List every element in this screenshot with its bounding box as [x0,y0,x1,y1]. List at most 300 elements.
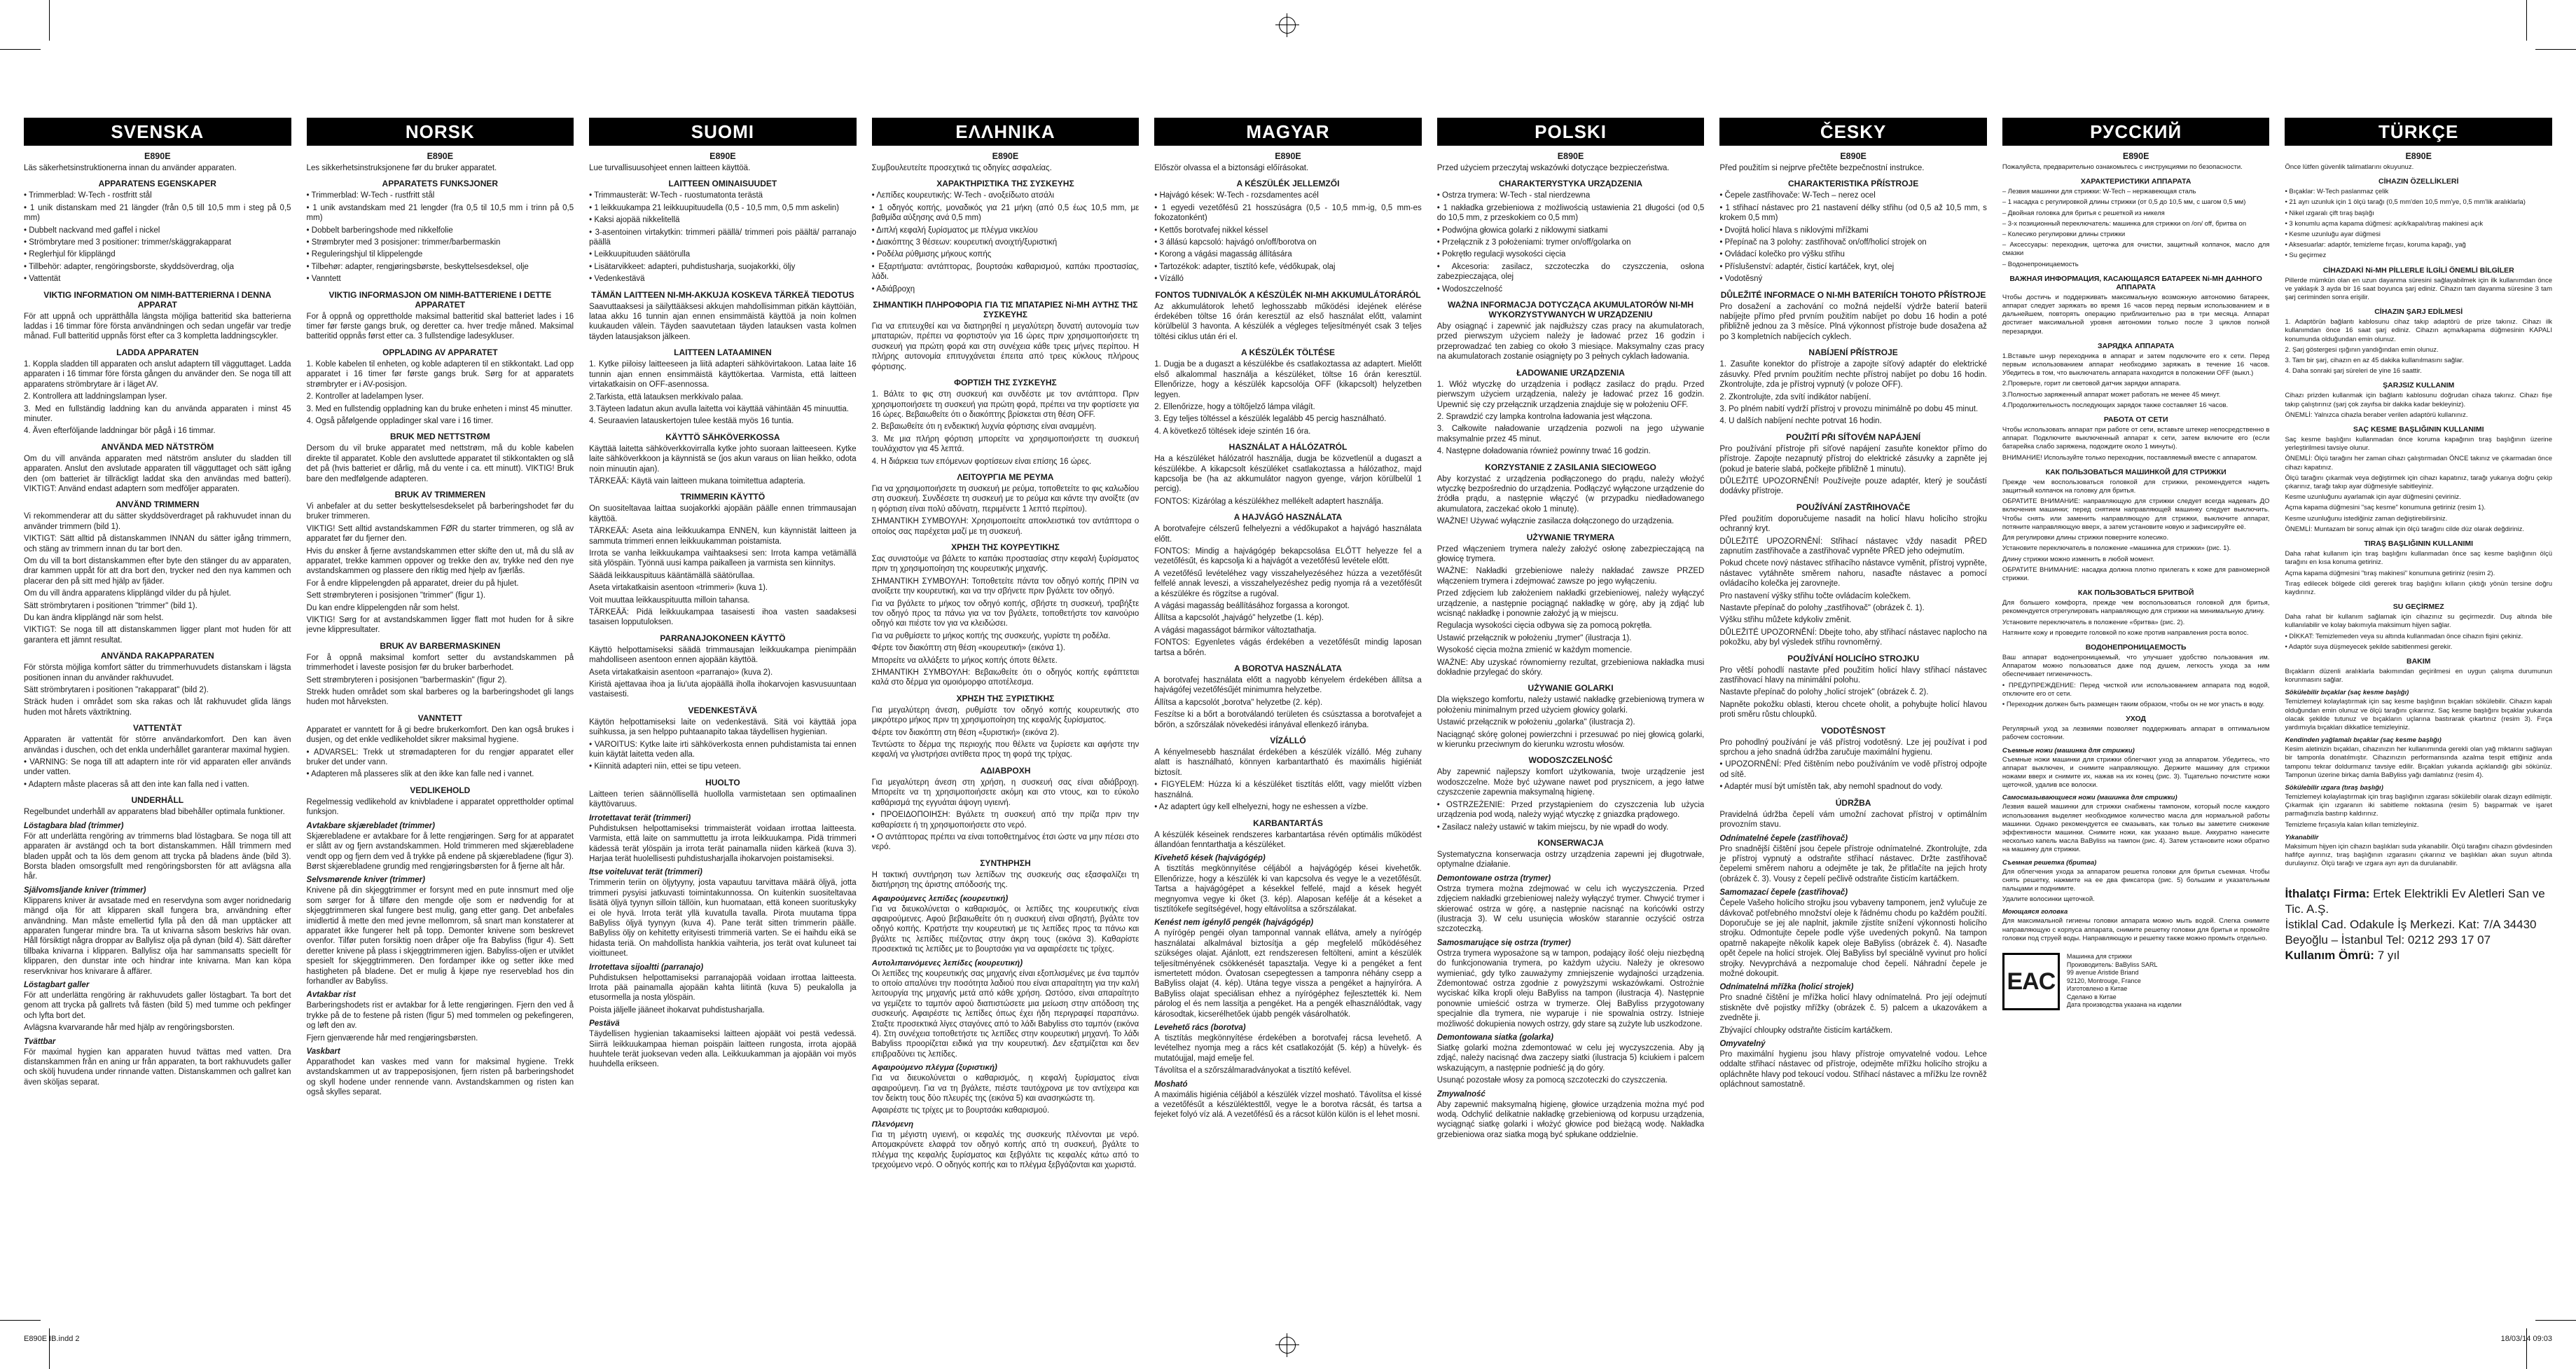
paragraph: Aseta virtakatkaisin asentoon «parranajo» (kuva 2). [589,668,773,677]
paragraph: Açma kapama düğmesini "saç kesme" konumuna getiriniz (resim 1). [2285,504,2486,512]
paragraph: Για τη μέγιστη υγιεινή, οι κεφαλές της συσκευής πλένονται με νερό. Απομακρύνετε ελαφρά τον οδηγό κοπής από τη συσκευή, βγάλτε το πλέγμα της κεφαλής ξυρίσματος και ξεβγάλτε τις κεφαλές κάτω από το τρεχούμενο νερό. Ο οδηγός κοπής και το πλέγμα ξεβγάζονται και χωριστά. [871,1130,1140,1170]
paragraph: • Dvojitá holicí hlava s niklovými mřížkami [1719,226,1869,235]
section-heading: ЗАРЯДКА АППАРАТА [2097,341,2175,350]
intro-text: Przed użyciem przeczytaj wskazówki dotyczące bezpieczeństwa. [1436,164,1670,172]
paragraph: • Kiinnitä adapteri niin, ettei se tipu veteen. [589,762,742,771]
paragraph: Knivene på din skjeggtrimmer er forsynt med en pute innsmurt med olje som sørger for å tilføre den mengde olje som er nødvendig for at skjeggtrimmeren skal fungere best mulig, gang etter gang. Det anbefales imidlertid å mette den med jevne mellomrom, så snart man konstaterer at apparatet ikke fungerer helt på topp. Demonter knivene som beskrevet ovenfor. Tilfør puten forsiktig noen dråper olje fra Babyliss (figur 4). Sett deretter knivene på plass i skjeggtrimmeren igjen. Babyliss-oljen er utviklet spesielt for skjeggtrimmeren. Den fordamper ikke og setter ikke med hastigheten på bladene. Det er mulig å kjøpe nye reserveblad hos din forhandler av Babyliss. [306,886,574,986]
section-heading: КАК ПОЛЬЗОВАТЬСЯ БРИТВОЙ [2077,589,2194,598]
paragraph: A vezetőfésű levételéhez vagy visszahelyezéséhez húzza a vezetőfésűt felfelé annak leveszi, a visszahelyezéshez pedig nyomja rá a vezetőfésűt a készülékre és rögzítse a rugóval. [1154,569,1422,598]
subsection-heading: Kivehető kések (hajvágógép) [1154,854,1266,863]
subsection-heading: Αφαιρούμενο πλέγμα (ξυριστική) [871,1064,997,1073]
paragraph: 2. Kontrollera att laddningslampan lyser. [24,392,167,401]
crop-mark [2535,1320,2576,1321]
paragraph: Naciągnąć skórę golonej powierzchni i przesuwać po niej głowicą golarki, w kierunku przeciwnym do kierunku wzrostu włosów. [1436,730,1705,750]
paragraph: • Strömbrytare med 3 positioner: trimmer/skäggrakapparat [24,238,232,247]
paragraph: • Przełącznik z 3 położeniami: trymer on/off/golarka on [1436,238,1631,247]
subsection-heading: Demontowane ostrza (trymer) [1436,874,1551,883]
paragraph: Regulacja wysokości cięcia odbywa się za pomocą pokrętła. [1436,621,1652,631]
section-heading: BRUK MED NETTSTRØM [389,432,490,442]
paragraph: Käyttö helpottamiseksi säädä trimmausajan leikkuukampa pienimpään mahdolliseen asentoon ennen ajopään käyttöä. [589,645,857,665]
paragraph: 4. Daha sonraki şarj süreleri de yine 16 saattir. [2285,367,2422,376]
paragraph: • ПРЕДУПРЕЖДЕНИЕ: Перед чисткой или использованием аппарата под водой, отключите его от сети. [2002,681,2270,698]
paragraph: • Vízálló [1154,275,1184,284]
paragraph: • FIGYELEM: Húzza ki a készüléket tisztítás előtt, vagy mielőtt vízben használná. [1154,780,1422,799]
section-heading: ВОДОНЕПРОНИЦАЕМОСТЬ [2085,642,2187,652]
paragraph: • Adaptern måste placeras så att den inte kan falla ned i vatten. [24,780,249,789]
paragraph: A kényelmesebb használat érdekében a készülék vízálló. Még zuhany alatt is használható, könnyen karbantartható és maximális higiéniát biztosít. [1154,748,1422,777]
paragraph: • Переходник должен быть размещен таким образом, чтобы он не мог упасть в воду. [2002,700,2265,708]
paragraph: Käyttää laitetta sähköverkkovirralla kytke johto suoraan laitteeseen. Kytke laite sähköverkkoon ja käynnistä se (jos akun varaus on liian heikko, odota noin minuutin ajan). [589,444,857,474]
paragraph: • Pokrętło regulacji wysokości cięcia [1436,250,1566,259]
paragraph: Trimmerin teriin on öljytyyny, josta vapautuu tarvittava määrä öljyä, jotta trimmeri pysyisi jatkuvasti toimintakunnossa. On kuitenkin suositeltavaa lisätä öljyä tyynyn silloin tällöin, kun huomataan, että koneen suorituskyky ei ole hyvä. Irrota terät yllä kuvatulla tavalla. Pirota muutama tippa BaByliss öljyä tyynyyn (kuva 4). Pane terät sitten trimmerin päälle. BaByliss öljy on kehitetty erityisesti trimmeriä varten. Se ei haihdu eikä se hidasta teriä. On mahdollista hankkia vaihteria, jos terät ovat kuluneet tai vioittuneet. [589,879,857,958]
paragraph: Poista jäljelle jääneet ihokarvat puhdistusharjalla. [589,1005,765,1014]
paragraph: • Akcesoria: zasilacz, szczoteczka do czyszczenia, osłona zabezpieczająca, olej [1436,262,1705,282]
language-columns [24,118,2552,1302]
paragraph: • Λεπίδες κουρευτικής: W-Tech - ανοξείδωτο ατσάλι [871,191,1055,200]
paragraph: 2. Şarj göstergesi ışığının yandığından emin olunuz. [2285,345,2439,354]
paragraph: Käytön helpottamiseksi laite on vedenkestävä. Sitä voi käyttää jopa suihkussa, ja sen helppo puhtaanapito takaa täydellisen hygienian. [589,717,857,737]
section-heading: ΧΡΗΣΗ ΤΗΣ ΚΟΥΡΕΥΤΙΚΗΣ [951,542,1060,552]
paragraph: 1. Koble kabelen til enheten, og koble adapteren til en stikkontakt. Lad opp apparatet i 16 timer før første gangs bruk. Sørg for at apparatets strømbryter er i AV-posisjon. [306,359,574,389]
paragraph: Kesme uzunluğunu istediğiniz zaman değiştirebilirsiniz. [2285,514,2448,523]
paragraph: 3. Egy teljes töltéssel a készülék legalább 45 percig használható. [1154,415,1387,424]
paragraph: • Διπλή κεφαλή ξυρίσματος με πλέγμα νικελίου [871,226,1038,235]
paragraph: • 1 střihací nástavec pro 21 nastavení délky střihu (od 0,5 až 10,5 mm, s krokem 0,5 mm) [1719,203,1987,223]
language-header: РУССКИЙ [2002,118,2270,146]
section-heading: DŮLEŽITÉ INFORMACE O NI-MH BATERIÍCH TOHOTO PŘÍSTROJE [1720,289,1986,300]
paragraph: Για να ρυθμίσετε το μήκος κοπής της συσκευής, γυρίστε τη ροδέλα. [871,631,1111,640]
subsection-heading: Съемная решетка (бритва) [2002,858,2097,867]
crop-mark [2535,49,2576,50]
paragraph: • Adaptér musí být umístěn tak, aby nemohl spadnout do vody. [1719,783,1943,792]
paragraph: Usunąć pozostałe włosy za pomocą szczoteczki do czyszczenia. [1436,1076,1668,1085]
paragraph: • Dubbelt nackvand med gaffel i nickel [24,226,160,235]
paragraph: • Tilbehør: adapter, rengjøringsbørste, beskyttelsesdeksel, olje [306,262,529,271]
section-heading: VIKTIG INFORMASJON OM NIMH-BATTERIENE I DETTE APPARATET [328,289,552,310]
paragraph: Przed włączeniem trymera należy założyć osłonę zabezpieczającą na głowicę trymera. [1436,544,1705,563]
paragraph: A borotvafej használata előtt a nagyobb kényelem érdekében állítsa a hajvágófej vezetőfésűjét minimumra helyzetbe. [1154,676,1422,695]
section-heading: VEDLIKEHOLD [410,785,471,795]
intro-text: Önce lütfen güvenlik talimatlarını okuyunuz. [2285,163,2414,171]
paragraph: Laitteen terien säännöllisellä huollolla varmistetaan sen optimaalinen käyttövaruus. [589,790,857,809]
subsection-heading: Съемные ножи (машинка для стрижки) [2002,746,2135,755]
language-column [1154,118,1422,1302]
paragraph: Állítsa a kapcsolót „hajvágó" helyzetbe (1. kép). [1154,614,1324,623]
paragraph: For å endre klippelengden på apparatet, dreier du på hjulet. [306,579,519,588]
paragraph: Чтобы достичь и поддерживать максимальную возможную автономию батареек, аппарат следует заряжать во время 16 часов перед первым использованием и в дальнейшем, повторять операцию приблизительно раз в три месяца. Аппарат достигает максимальной уровня автономии только после 3 циклов полной перезарядки. [2002,293,2270,336]
importer-company: Ertek Elektrikli Ev Aletleri San ve Tic. A.Ş. [2285,887,2545,916]
paragraph: • Příslušenství: adaptér, čisticí kartáček, kryt, olej [1719,262,1895,271]
eac-info-line: Дата производства указана на изделии [2066,1001,2182,1008]
section-heading: ΣΥΝΤΗΡΗΣΗ [980,858,1031,868]
section-heading: BAKIM [2407,656,2431,666]
paragraph: • 1 leikkuukampa 21 leikkuupituudella (0,5 - 10,5 mm, 0,5 mm askelin) [589,203,839,212]
section-heading: A HAJVÁGÓ HASZNÁLATA [1233,512,1343,523]
eac-info [2067,953,2182,1010]
paragraph: 3. Tam bir şarj, cihazın en az 45 dakika kullanılmasını sağlar. [2285,357,2464,365]
section-heading: VÍZÁLLÓ [1270,736,1306,746]
paragraph: • Vanntett [306,275,341,284]
section-heading: APPARATENS EGENSKAPER [98,179,216,189]
paragraph: Sett strømbryteren i posisjonen "barbermaskin" (figur 2). [306,675,507,684]
paragraph: Strekk huden området som skal barberes og la barberingshodet gli langs huden mot hårveksten. [306,688,574,707]
paragraph: Pokud chcete nový nástavec střihacího nástavce vyměnit, přístroj vypněte, nástavec vytáhněte směrem nahoru, nasaďte nástavec a pomocí ovládacího kolečka jej zarovnejte. [1719,559,1987,589]
paragraph: • Εξαρτήματα: αντάπτορας, βουρτσάκι καθαρισμού, καπάκι προστασίας, λάδι. [871,262,1140,282]
section-heading: UŻYWANIE TRYMERA [1526,532,1615,542]
paragraph: A készülék késeinek rendszeres karbantartása révén optimális működést állandóan fenntarthatja a készüléket. [1154,830,1422,849]
paragraph: • 21 ayrı uzunluk için 1 ölçü tarağı (0,5 mm'den 10,5 mm'ye, 0,5 mm'lik aralıklarla) [2285,198,2526,207]
section-heading: ΑΔΙΑΒΡΟΧΗ [980,765,1031,776]
section-heading: BRUK AV BARBERMASKINEN [380,640,501,651]
paragraph: ΣΗΜΑΝΤΙΚΗ ΣΥΜΒΟΥΛΗ: Χρησιμοποιείτε αποκλειστικά τον αντάπτορα ο οποίος σας παρέχεται μαζί με τη συσκευή. [871,517,1140,536]
section-heading: VODOTĚSNOST [1821,725,1886,736]
subsection-heading: Odnímatelná mřížka (holicí strojek) [1719,983,1854,992]
paragraph: Dla większego komfortu, należy ustawić nakładkę grzebieniową trymera w położeniu minimalnym przed użyciem głowicy golarki. [1436,696,1705,715]
section-heading: ΛΕΙΤΟΥΡΓΙΑ ΜΕ ΡΕΥΜΑ [957,472,1054,482]
section-heading: KÄYTTÖ SÄHKÖVERKOSSA [665,432,780,442]
paragraph: 3.Täyteen ladatun akun avulla laitetta voi käyttää vähintään 45 minuuttia. [589,404,849,413]
subsection-heading: Vaskbart [306,1047,340,1056]
paragraph: • Nikel ızgaralı çift tıraş başlığı [2285,209,2374,217]
paragraph: Удалите волосинки щеточкой. [2002,895,2095,904]
section-heading: CİHAZDAKİ Ni-MH PİLLERLE İLGİLİ ÖNEMLİ BİLGİLER [2322,266,2514,275]
paragraph: • 1 unik distanskam med 21 längder (från 0,5 till 10,5 mm i steg på 0,5 mm) [24,203,291,223]
section-heading: FONTOS TUDNIVALÓK A KÉSZÜLÉK NI-MH AKKUMULÁTORÁRÓL [1155,289,1421,300]
paragraph: 3.Полностью заряженный аппарат может работать не менее 45 минут. [2002,390,2221,399]
paragraph: Állítsa a kapcsolót „borotva" helyzetbe (2. kép). [1154,698,1323,707]
subsection-heading: Itse voiteluvat terät (trimmeri) [589,868,702,877]
subsection-heading: Zmywalność [1436,1089,1486,1099]
paragraph: • Ostrza trymera: W-Tech - stal nierdzewna [1436,191,1591,200]
paragraph: Длину стрижки можно изменить в любой момент. [2002,555,2154,563]
paragraph: ÖNEMLİ: Yalnızca cihazla beraber verilen adaptörü kullanınız. [2285,411,2468,419]
paragraph: 4. Også påfølgende oppladinger skal vare i 16 timer. [306,416,494,425]
language-header: NORSK [307,118,574,146]
paragraph: • Podwójna głowica golarki z niklowymi siatkami [1436,226,1608,235]
paragraph: For å oppnå og opprettholde maksimal batteritid skal batteriet lades i 16 timer før første gangs bruk, og deretter ca. hver tredje måned. Maksimal batteritid oppnås først etter ca. 3 fullstendige ladesykluser. [306,312,574,341]
subsection-heading: Yıkanabilir [2285,833,2319,841]
life-label: Kullanım Ömrü: [2285,949,2374,963]
paragraph: Barberingshodets rist er avtakbar for å lette rengjøringen. Fjern den ved å trykke på de to festene på risten (figur 5) med tommelen og pekefingeren, og løft den av. [306,1001,574,1031]
paragraph: 4.Продолжительность последующих зарядок также составляет 16 часов. [2002,401,2229,409]
paragraph: Před použitím doporučujeme nasadit na holicí hlavu holicího strojku ochranný kryt. [1719,514,1987,534]
model-number: E890E [2122,151,2149,161]
model-number: E890E [1840,151,1867,161]
subsection-heading: Avtakbar rist [306,991,356,1000]
paragraph: Для максимальной гигиены головки аппарата можно мыть водой. Слегка снимите направляющую с корпуса аппарата, снимите решетку головки для бритья и промойте головки под струей воды. Направляющую и решетку также можно промыть отдельно. [2002,917,2270,942]
section-heading: CİHAZIN ŞARJ EDİLMESİ [2374,308,2463,317]
subsection-heading: Löstagbart galler [24,980,90,989]
paragraph: Φέρτε τον διακόπτη στη θέση «ξυριστική» (εικόνα 2). [871,728,1060,737]
paragraph: Feszítse ki a bőrt a borotválandó területen és csúsztassa a borotvafejet a bőrön, a szőrszálak növekedési irányával ellenkező irányba. [1154,710,1422,729]
paragraph: • ADVARSEL: Trekk ut strømadapteren for du rengjør apparatet eller bruker det under vann. [306,748,574,767]
paragraph: Du kan ändra klipplängd när som helst. [24,614,164,622]
paragraph: 2. Βεβαιωθείτε ότι η ενδεικτική λυχνία φόρτισης είναι αναμμένη. [871,422,1097,432]
language-column [2285,118,2552,1302]
paragraph: 1. Kytke piiloisy laitteeseen ja liitä adapteri sähkövirtakoon. Lataa laite 16 tunnin ajan ennen ensimmäistä käyttökertaa. Varmista, että laitteen virtakatkaisin on OFF-asennossa. [589,360,857,390]
paragraph: 2. Sprawdzić czy lampka kontrolna ładowania jest włączona. [1436,412,1653,421]
paragraph: Napněte pokožku oblasti, kterou chcete oholit, a pohybujte holicí hlavou proti směru růstu chloupků. [1719,700,1987,720]
language-header: SUOMI [589,118,857,146]
subsection-heading: Самосмазывающиеся ножи (машинка для стрижки) [2002,794,2177,802]
paragraph: TÄRKEÄÄ: Pidä leikkuukampaa tasaisesti ihoa vasten saadaksesi tasaisen lopputuloksen. [589,608,857,627]
paragraph: Pro maximální hygienu jsou hlavy přístroje omyvatelné vodou. Lehce oddalte střihací nástavec od přístroje, odejměte mřížku holicího strojku a opláchněte hlavy pod tekoucí vodou. Střihací nástavec a mřížku lze rovněž opláchnout samostatně. [1719,1050,1987,1089]
paragraph: Pro snadné čištění je mřížka holicí hlavy odnímatelná. Pro její odejmutí stiskněte dvě pojistky mřížky (obrázek č. 5) palcem a ukazovákem a zvedněte ji. [1719,993,1987,1023]
language-column [2002,118,2270,1302]
paragraph: ΣΗΜΑΝΤΙΚΗ ΣΥΜΒΟΥΛΗ: Βεβαιωθείτε ότι ο οδηγός κοπής εφάπτεται καλά στο δέρμα για ομοιόμορφο αποτέλεσμα. [871,668,1140,687]
paragraph: ÖNEMLİ: Ölçü tarağını her zaman cihazı çalıştırmadan ÖNCE takınız ve çıkarmadan önce cihazı kapatınız. [2285,455,2552,472]
section-heading: UNDERHÅLL [131,795,184,806]
paragraph: VIKTIG! Sørg for at avstandskammen ligger flatt mot huden for å sikre jevne klippresultater. [306,616,574,635]
paragraph: – 3-х позиционный переключатель: машинка для стрижки on /on/ off, бритва on [2002,219,2247,228]
paragraph: • Su geçirmez [2285,252,2327,260]
paragraph: Ustawić przełącznik w położeniu „trymer" (ilustracja 1). [1436,633,1632,642]
section-heading: HUOLTO [705,777,740,787]
paragraph: 4. Następne doładowania również powinny trwać 16 godzin. [1436,447,1651,456]
language-column [589,118,857,1302]
paragraph: 1. Włóż wtyczkę do urządzenia i podłącz zasilacz do prądu. Przed pierwszym użyciem urządzenia, należy je ładować przez 16 godzin. Upewnić się czy przełącznik urządzenia znajduje się w położeniu OFF. [1436,380,1705,409]
paragraph: – Водонепроницаемость [2002,260,2079,268]
intro-text: Συμβουλευτείτε προσεχτικά τις οδηγίες ασφαλείας. [871,164,1052,172]
paragraph: Távolítsa el a szőrszálmaradványokat a tisztító kefével. [1154,1066,1352,1075]
paragraph: 3. Med en fullstendig oppladning kan du bruke enheten i minst 45 minutter. [306,404,573,413]
paragraph: • Kettős borotvafej nikkel késsel [1154,226,1268,235]
paragraph: A borotvafejre célszerű felhelyezni a védőkupakot a hajvágó használata előtt. [1154,525,1422,544]
paragraph: • Tillbehör: adapter, rengöringsborste, skyddsöverdrag, olja [24,262,234,271]
paragraph: 4. U dalších nabíjení nechte potrvat 16 hodin. [1719,417,1882,426]
paragraph: För att uppnå och upprätthålla längsta möjliga batteritid ska batterierna laddas i 16 timmar före första användningen och sedan ungefär var tredje månad. Full batteritid uppnås först efter ca 3 kompletta laddningscykler. [24,312,291,341]
language-header: ČESKY [1719,118,1987,146]
paragraph: Лезвия вашей машинки для стрижки снабжены тампоном, который после каждого использования выделяет необходимое количество масла для нормальной работы машинки. Однако рекомендуется ее смазывать, как только вы заметите снижение эффективности машинки. Снимите ножи, как указано выше. Аккуратно нанесите несколько капель масла BaByliss на тампон (рис. 4). Затем установите ножи обратно на машинку для стрижки. [2002,803,2270,854]
paragraph: Aby zapewnić maksymalną higienę, głowice urządzenia można myć pod wodą. Odchylić delikatnie nakładkę grzebieniową od korpusu urządzenia, wyciągnąć siatkę golarki i włożyć głowice pod bieżącą wodę. Nakładka grzebieniowa oraz siatka mogą być spłukane oddzielnie. [1436,1100,1705,1139]
paragraph: • 1 egyedi vezetőfésű 21 hosszúságra (0,5 - 10,5 mm-ig, 0,5 mm-es fokozatonként) [1154,203,1422,223]
paragraph: A vágási magasságot bármikor változtathatja. [1154,626,1317,635]
paragraph: Du kan endre klippelengden når som helst. [306,603,460,612]
paragraph: • Zasilacz należy ustawić w takim miejscu, by nie wpadł do wody. [1436,823,1669,832]
section-heading: A KÉSZÜLÉK JELLEMZŐI [1236,179,1340,189]
paragraph: • 1 nakładka grzebieniowa z możliwością ustawienia 21 długości (od 0,5 do 10,5 mm, z przeskokiem co 0,5 mm) [1436,203,1705,223]
paragraph: Kiristä ajettavaa ihoa ja liu'uta ajopäällä iholla ihokarvojen kasvusuuntaan vastaisesti. [589,680,857,699]
paragraph: 4. Η διάρκεια των επόμενων φορτίσεων είναι επίσης 16 ώρες. [871,457,1092,466]
paragraph: • Aksesuarlar: adaptör, temizleme fırçası, koruma kapağı, yağ [2285,241,2466,249]
paragraph: Для облегчения ухода за аппаратом решетка головки для бритья съемная. Чтобы снять решетку, нажмите на ее два фиксатора (рис. 5) большим и указательным пальцами и поднимите. [2002,867,2270,893]
paragraph: Tıraş edilecek bölgede cildi gererek tıraş başlığını kılların çıktığı yönün tersine doğru kaydırınız. [2285,579,2552,596]
paragraph: • Přepínač na 3 polohy: zastřihovač on/off/holicí strojek on [1719,238,1927,247]
eac-info-line: Изготовлено в Китае [2066,985,2128,992]
paragraph: Съемные ножи машинки для стрижки облегчают уход за аппаратом. Убедитесь, что аппарат выключен, и снимите направляющую. Держите машинку для стрижки ножами вверх и снимите их, нажав на их конец (рис. 3). Тщательно почистите ножи щеточкой, удалив все волоски. [2002,755,2270,790]
paragraph: • Korong a vágási magasság állítására [1154,250,1292,259]
paragraph: 3. Całkowite naładowanie urządzenia pozwoli na jego używanie maksymalnie przez 45 minut. [1436,425,1705,443]
registration-mark-icon [1279,17,1296,34]
section-heading: SU GEÇİRMEZ [2393,603,2444,612]
paragraph: Установите переключатель в положение «бритва» (рис. 2). [2002,618,2185,626]
paragraph: • Vattentät [24,275,61,284]
paragraph: WAŻNE: Aby uzyskać równomierny rezultat, grzebieniowa nakładka musi dokładnie przylegać do skóry. [1436,658,1705,677]
paragraph: • Vodotěsný [1719,275,1763,284]
paragraph: Sätt strömbrytaren i positionen "rakapparat" (bild 2). [24,686,209,695]
section-heading: ANVÄNDA MED NÄTSTRÖM [101,441,214,452]
paragraph: 2.Проверьте, горит ли световой датчик зарядки аппарата. [2002,380,2181,388]
paragraph: Sätt strömbrytaren i positionen "trimmer" (bild 1). [24,601,198,610]
paragraph: Sett strømbryteren i posisjonen "trimmer" (figur 1). [306,591,486,600]
paragraph: För att underlätta rengöring av trimmerns blad löstagbara. Se noga till att apparaten är avstängd och ta bort distanskammen. Håll trimmern med bladen uppåt och ta lös dem genom att trycka på bladens ände (bild 3). Borsta bladen omsorgsfullt med rengöringsborsten för att avlägsna alla hår. [24,832,291,881]
intro-text: Пожалуйста, предварительно ознакомьтесь с инструкциями по безопасности. [2002,163,2243,171]
section-heading: LAITTEEN LATAAMINEN [674,348,772,358]
paragraph: • Ροδέλα ρύθμισης μήκους κοπής [871,250,992,259]
section-heading: SAÇ KESME BAŞLIĞININ KULLANIMI [2353,425,2484,434]
section-heading: ÚDRŽBA [1835,797,1871,808]
paragraph: ΣΗΜΑΝΤΙΚΗ ΣΥΜΒΟΥΛΗ: Τοποθετείτε πάντα τον οδηγό κοπής ΠΡΙΝ να ανοίξετε την κουρευτική, και να την σβήνετε πριν βγάλετε τον οδηγό. [871,577,1140,596]
paragraph: • VAROITUS: Kytke laite irti sähköverkosta ennen puhdistamista tai ennen kuin käytät laitetta veden alla. [589,740,857,759]
paragraph: Az akkumulátorok lehető leghosszabb működési idejének elérése érdekében töltse 16 órán keresztül az első használat előtt, valamint körülbelül 3 havonta. A készülék a végleges teljesítményét csak 3 teljes töltési ciklus után éri el. [1154,302,1422,341]
paragraph: • 1 οδηγός κοπής, μοναδικός για 21 μήκη (από 0,5 έως 10,5 mm, με βαθμίδα αύξησης ανά 0,5 mm) [871,203,1140,223]
section-heading: УХОД [2126,715,2147,724]
paragraph: Siatkę golarki można zdemontować w celu jej wyczyszczenia. Aby ją zdjąć, należy nacisnąć dwa zaczepy siatki (ilustracja 5) kciukiem i palcem wskazującym, a następnie podnieść ją do góry. [1436,1044,1705,1073]
paragraph: • Wodoszczelność [1436,284,1503,294]
paragraph: Pro snadnější čištění jsou čepele přístroje odnímatelné. Zkontrolujte, zda je přístroj vypnutý a odstraňte střihací nástavec. Držte zastřihovač čepelemi směrem nahoru a odejměte je tak, že přitlačíte na jejich hroty (obrázek č. 3). Vousy z čepelí pečlivě odstraňte čisticím kartáčkem. [1719,844,1987,883]
section-heading: KONSERWACJA [1537,837,1604,848]
paragraph: VIKTIG! Sett alltid avstandskammen FØR du starter trimmeren, og slå av apparatet før du fjerner den. [306,524,574,544]
paragraph: Temizlemeyi kolaylaştırmak için tıraş başlığının ızgarası sökülebilir olarak dizayn edilmiştir. Çıkarmak için ızgaranın iki sabitleme noktasına (resim 5) başparmak ve işaret parmağınızla bastırıp kaldırınız. [2285,792,2552,818]
paragraph: 1. Dugja be a dugaszt a készülékbe és csatlakoztassa az adaptert. Mielőtt első alkalommal használja a készüléket, töltse 16 órán keresztül. Ellenőrizze, hogy a készülék kapcsolója OFF (kikapcsolt) helyzetben legyen. [1154,360,1422,399]
paragraph: Регулярный уход за лезвиями позволяет поддерживать аппарат в оптимальном рабочем состоянии. [2002,725,2270,742]
paragraph: Aby korzystać z urządzenia podłączonego do prądu, należy włożyć wtyczkę bezpośrednio do urządzenia. Podłączyć wyłączone urządzenie do źródła prądu, a następnie włączyć (w przypadku niedładowanego akumulatora, zaczekać około 1 minutę). [1436,474,1705,514]
paragraph: Puhdistuksen helpottamiseksi trimmaisterät voidaan irrottaa laitteesta. Varmista, että laite on sammuttettu ja irrota leikkuukampa. Pidä trimmeri kädessä terät ylöspäin ja irrota terät painamalla niiden kärkeä (kuva 3). Harjaa terät huolellisesti puhdistusharjalla ihokarvojen poistamiseksi. [589,824,857,863]
paragraph: • VARNING: Se noga till att adaptern inte rör vid apparaten eller används under vatten. [24,758,291,777]
paragraph: Zbývající chloupky odstraňte čisticím kartáčkem. [1719,1026,1893,1035]
model-number: E890E [1275,151,1301,161]
model-number: E890E [992,151,1019,161]
language-column [872,118,1140,1302]
subsection-heading: Odnímatelné čepele (zastřihovač) [1719,834,1848,843]
paragraph: Μπορείτε να αλλάξετε το μήκος κοπής όποτε θέλετε. [871,656,1058,665]
footer-date-label: 18/03/14 09:03 [2500,1335,2552,1343]
eac-block [2002,953,2270,1010]
paragraph: Aby osiągnąć i zapewnić jak najdłuższy czas pracy na akumulatorach, przed pierwszym użyciem należy je ładować przez 16 godzin i przeprowadzać ten zabieg co około 3 miesiące. Maksymalny czas pracy na akumulatorach zostanie osiągnięty po 3 pełnych cyklach ładowania. [1436,322,1705,362]
paragraph: Ваш аппарат водонепроницаемый, что улучшает удобство пользования им. Аппаратом можно пользоваться даже под душем, легкость ухода за ним обеспечивает гигиеничность. [2002,653,2270,679]
paragraph: Čepele Vašeho holicího strojku jsou vybaveny tamponem, jenž vylučuje ze dávkovač potřebného množství oleje k řádnému chodu po každém použití. Doporučuje se jej ale naplnit, jakmile zjistíte snížení výkonnosti holicího strojku. Odmontujte čepele podle výše uvedených pokynů. Na tampon opatrně nakapejte několik kapek oleje BaByliss (obrázek č. 4). Nasaďte opět čepele na holicí strojek. Olej BaByliss byl speciálně vyvinut pro holicí strojky. Nevyprchává a nezpomaluje chod čepelí. Náhradní čepele je možné dokoupit. [1719,899,1987,978]
section-heading: A KÉSZÜLÉK TÖLTÉSE [1240,348,1335,358]
paragraph: 4. Seuraavien latauskertojen tulee kestää myös 16 tuntia. [589,417,794,426]
paragraph: Irrota se vanha leikkuukampa vaihtaaksesi sen: Irrota kampa vetämällä sitä ylöspäin. Työnnä uusi kampa paikalleen ja varmista sen kiinnitys. [589,549,857,568]
subsection-heading: Sökülebilir bıçaklar (saç kesme başlığı) [2285,689,2409,697]
paragraph: Bıçakların düzenli aralıklarla bakımından geçirilmesi en uygun çalışma durumunun korunmasını sağlar. [2285,667,2552,684]
section-heading: OPPLADING AV APPARATET [382,347,498,357]
paragraph: Apparaten är vattentät för större användarkomfort. Den kan även användas i duschen, och det enkla underhållet garanterar maximal hygien. [24,736,291,755]
paragraph: • 3-asentoinen virtakytkin: trimmeri päällä/ trimmeri pois päältä/ parranajo päällä [589,228,857,247]
paragraph: 1. Koppla sladden till apparaten och anslut adaptern till vägguttaget. Ladda apparaten i 16 timmar före första gången du använder den. Se noga till att apparatens strömbrytare är i läget AV. [24,359,291,389]
paragraph: ОБРАТИТЕ ВНИМАНИЕ: направляющую для стрижки следует всегда надевать ДО включения машинки; перед снятием направляющей машинку следует выключить. Чтобы снять или заменить направляющую для стрижки, выключите аппарат, потяните направляющую вверх, а затем установите новую и зафиксируйте её. [2002,497,2270,531]
paragraph: • Trimmerblad: W-Tech - rustfritt stål [306,191,435,200]
paragraph: • Αδιάβροχη [871,284,915,294]
subsection-heading: Irrotettavat terät (trimmeri) [589,813,691,823]
paragraph: Pillerde mümkün olan en uzun dayanma süresini sağlayabilmek için ilk kullanımdan önce ve yaklaşık 3 ayda bir 16 saat boyunca şarj ediniz. Cihazın tam dayanma süresine 3 tam şarj ceriminden sonra erişilir. [2285,276,2552,302]
paragraph: Οι λεπίδες της κουρευτικής σας μηχανής είναι εξοπλισμένες με ένα ταμπόν το οποίο απαλύνει την ποσότητα λαδιού που είναι απαραίτητη για την καλή λειτουργία της μηχανής μετά από κάθε χρήση. Ωστόσο, είναι απαραίτητο να γεμίζετε το ταμπόν αφού διαπιστώσετε μια μείωση στην απόδοση της συσκευής. Αφαιρέστε τις λεπίδες όπως έχει ήδη περιγραφεί παραπάνω. Σταξτε προσεκτικά λίγες σταγόνες από το λάδι Babyliss στο ταμπόν (εικόνα 4). Στη συνέχεια τοποθετήστε τις λεπίδες στην κουρευτική μηχανή. Το λάδι Babyliss προορίζεται ειδικά για την κουρευτική. Δεν εξατμίζεται και δεν επιβραδύνει τις λεπίδες. [871,969,1140,1059]
paragraph: • Lisätarvikkeet: adapteri, puhdistusharja, suojakorkki, öljy [589,262,796,271]
section-heading: POUŽÍVÁNÍ ZASTŘIHOVAČE [1796,502,1911,512]
subsection-heading: Tvättbar [24,1037,56,1046]
section-heading: ХАРАКТЕРИСТИКИ АППАРАТА [2080,177,2191,186]
paragraph: Ostrza trymera można zdejmować w celu ich wyczyszczenia. Przed zdjęciem nakładki grzebieniowej należy wyłączyć trymer. Chwycić trymer i skierować ostrza w górę, a następnie nacisnąć na końcówki ostrzy (ilustracja 3). W celu usunięcia włosków starannie oczyścić ostrza szczoteczką. [1436,884,1705,934]
paragraph: Установите переключатель в положение «машинка для стрижки» (рис. 1). [2002,544,2231,553]
paragraph: Для большего комфорта, прежде чем воспользоваться головкой для бритья, рекомендуется отрегулировать направляющую для стрижки на минимальную длину. [2002,599,2270,616]
paragraph: A maximális higiénia céljából a készülék vízzel mosható. Távolítsa el kissé a vezetőfésűt a készüléktesttől, vegye le a borotva rácsát, és tartsa a fejeket folyó víz alá. A vezetőfésű és a rácsot külön külön is el lehet mosni. [1154,1090,1422,1120]
paragraph: Voit muuttaa leikkauspituutta milloin tahansa. [589,596,750,605]
paragraph: FONTOS: Mindig a hajvágógép bekapcsolása ELŐTT helyezze fel a vezetőfésűt, és kapcsolja ki a hajvágót a vezetőfésű levétele előtt. [1154,546,1422,566]
paragraph: Säädä leikkauspituus kääntämällä säätörullaa. [589,571,755,580]
subsection-heading: Irrotettava sijoaltti (parranajo) [589,963,704,972]
language-column [1437,118,1705,1302]
section-heading: CHARAKTERYSTYKA URZĄDZENIA [1498,179,1643,189]
paragraph: 2. Zkontrolujte, zda svítí indikátor nabíjení. [1719,392,1871,401]
subsection-heading: Självomsljande kniver (trimmer) [24,886,146,895]
paragraph: Σας συνιστούμε να βάλετε το καπάκι προστασίας στην κεφαλή ξυρίσματος πριν τη χρησιμοποίηση της κουρευτικής μηχανής. [871,554,1140,574]
eac-info-line: 92120, Montrouge, France [2066,977,2141,984]
paragraph: Výšku střihu můžete kdykoliv změnit. [1719,616,1852,625]
paragraph: ÖNEMLİ: Muntazam bir sonuç almak için ölçü tarağını cilde düz olarak değdiriniz. [2285,525,2525,533]
paragraph: Για να βγάλετε το μήκος τον οδηγό κοπής, σβήστε τη συσκευή, τραβήξτε τον οδηγό προς τα πάνω για να τον βγάλετε, τοποθετήστε τον καινούριο οδηγό και πιέστε τον για να κλειδώσει. [871,599,1140,628]
paragraph: Ustawić przełącznik w położeniu „golarka" (ilustracja 2). [1436,718,1635,727]
paragraph: • Reguleringshjul til klippelengde [306,250,423,259]
paragraph: Τεντώστε το δέρμα της περιοχής που θέλετε να ξυρίσετε και αφήστε την κεφαλή να γλιστρήσει αντίθετα προς τη φορά της τρίχας. [871,741,1140,759]
paragraph: Για να επιτευχθεί και να διατηρηθεί η μεγαλύτερη δυνατή αυτονομία των μπαταριών, πρέπει να φορτιστούν για 16 ώρες πριν χρησιμοποιήσετε τη συσκευή για πρώτη φορά και στη συνέχεια κάθε τρεις μήνες περίπου. Η πλήρης αυτονομία επιτυγχάνεται έπειτα από τρεις κύκλους πλήρους φόρτισης. [871,322,1140,371]
eac-info-line: Производитель: BaByliss SARL [2066,961,2158,968]
paragraph: DŮLEŽITÉ UPOZORNĚNÍ! Používejte pouze adaptér, který je součástí dodávky přístroje. [1719,476,1987,496]
subsection-heading: Πλενόμενη [871,1120,914,1129]
crop-mark [0,1320,41,1321]
section-heading: KORZYSTANIE Z ZASILANIA SIECIOWEGO [1485,462,1656,472]
paragraph: VIKTIGT: Se noga till att distanskammen ligger plant mot huden för att garantera ett jämnt resultat. [24,626,291,645]
language-column [307,118,574,1302]
paragraph: Sträck huden i området som ska rakas och låt rakhuvudet glida längs huden mot hårets växtriktning. [24,698,291,717]
section-heading: TÄMÄN LAITTEEN NI-MH-AKKUJA KOSKEVA TÄRKEÄ TIEDOTUS [591,289,854,300]
section-heading: ΧΑΡΑΚΤΗΡΙΣΤΙΚΑ ΤΗΣ ΣΥΣΚΕΥΗΣ [936,179,1074,189]
section-heading: POUŽÍVÁNÍ HOLICÍHO STROJKU [1787,653,1920,663]
language-column [1719,118,1987,1302]
importer-life-line [2285,948,2552,963]
paragraph: Hvis du ønsker å fjerne avstandskammen etter skifte den ut, må du slå av apparatet, trekke kammen oppover og trekke den av, trykke ned den nye avstandskammen og plassere den riktig med hjelp av fjærlås. [306,546,574,576]
paragraph: • Leikkuupituuden säätörulla [589,250,691,259]
importer-label: İthalatçı Firma: [2285,887,2370,901]
subsection-heading: Levehető rács (borotva) [1154,1024,1246,1032]
paragraph: Για μεγαλύτερη άνεση, ρυθμίστε τον οδηγό κοπής κουρευτικής στο μικρότερο μήκος πριν τη χρησιμοποίηση της κεφαλής ξυρίσματος. [871,706,1140,725]
section-heading: POUŽITÍ PŘI SÍŤOVÉM NAPÁJENÍ [1786,432,1921,442]
paragraph: • Dobbelt barberingshode med nikkelfolie [306,226,453,235]
paragraph: • Kesme uzunluğu ayar düğmesi [2285,231,2381,239]
paragraph: För maximal hygien kan apparaten huvud tvättas med vatten. Dra distanskammen från en aning ur från apparaten, ta bort rakhuvudets galler och skölj huvudena under rinnande vatten. Distanskammen och gallret kan även sköljas separat. [24,1047,291,1087]
paragraph: Pro používání přístroje při síťové napájení zasuňte konektor přímo do přístroje. Zapojte nezapnutý přístroj do elektrické zásuvky a zapněte jej (pokud je baterie slabá, počkejte přibližně 1 minutu). [1719,444,1987,474]
section-heading: CHARAKTERISTIKA PŘÍSTROJE [1787,179,1919,189]
intro-text: Před použitím si nejprve přečtěte bezpečnostní instrukce. [1719,164,1925,172]
paragraph: Klipparens kniver är avsatade med en reservdyna som avger noridnedarig mängd olja för att klipparen skall fungera bra, användning efter användning. Man måste emellertid fylla på den då man upptäcker att apparaten fungerar mindre bra. Ta ut knivarna såsom beskrivs här ovan. Håll försiktigt några droppar av Ballylisz olja på dynan (bild 4). Sätt därefter tillbaka knivarna i klipparen. Ballylisz olja har sammansatts speciellt för klipparen, den dunstar inte och hindrar inte knivarna. Man kan köpa reservknivar hos knivarare å affärer. [24,896,291,976]
eac-mark-logo: EAC [2002,953,2060,1010]
paragraph: • 3 állású kapcsoló: hajvágó on/off/borotva on [1154,238,1317,247]
paragraph: 3. Με μια πλήρη φόρτιση μπορείτε να χρησιμοποιήσετε τη συσκευή τουλάχιστον για 45 λεπτά. [871,434,1140,454]
paragraph: Kesme uzunluğunu ayarlamak için ayar düğmesini çeviriniz. [2285,493,2461,502]
paragraph: Αφαιρέστε τις τρίχες με το βουρτσάκι καθαρισμού. [871,1106,1050,1115]
paragraph: 2. Ellenőrizze, hogy a töltőjelző lámpa világít. [1154,402,1315,411]
paragraph: Temizleme fırçasıyla kalan kılları temizleyiniz. [2285,820,2419,829]
paragraph: 2.Tarkista, että latauksen merkkivalo palaa. [589,392,743,401]
model-number: E890E [709,151,736,161]
section-heading: ŁADOWANIE URZĄDZENIA [1516,367,1625,378]
paragraph: ОБРАТИТЕ ВНИМАНИЕ: насадка должна плотно прилегать к коже для равномерной стрижки. [2002,565,2270,582]
paragraph: Fjern gjenværende hår med rengjøringsbørsten. [306,1033,478,1043]
paragraph: TÄRKEÄÄ: Käytä vain laitteen mukana toimitettua adapteria. [589,476,805,486]
paragraph: DŮLEŽITÉ UPOZORNĚNÍ: Dbejte toho, aby střihací nástavec naplocho na pokožku, aby byl výsledek střihu rovnoměrný. [1719,628,1987,647]
paragraph: Regelbundet underhåll av apparatens blad bibehåller optimala funktioner. [24,808,285,817]
paragraph: • Trimmerblad: W-Tech - rostfritt stål [24,191,152,200]
